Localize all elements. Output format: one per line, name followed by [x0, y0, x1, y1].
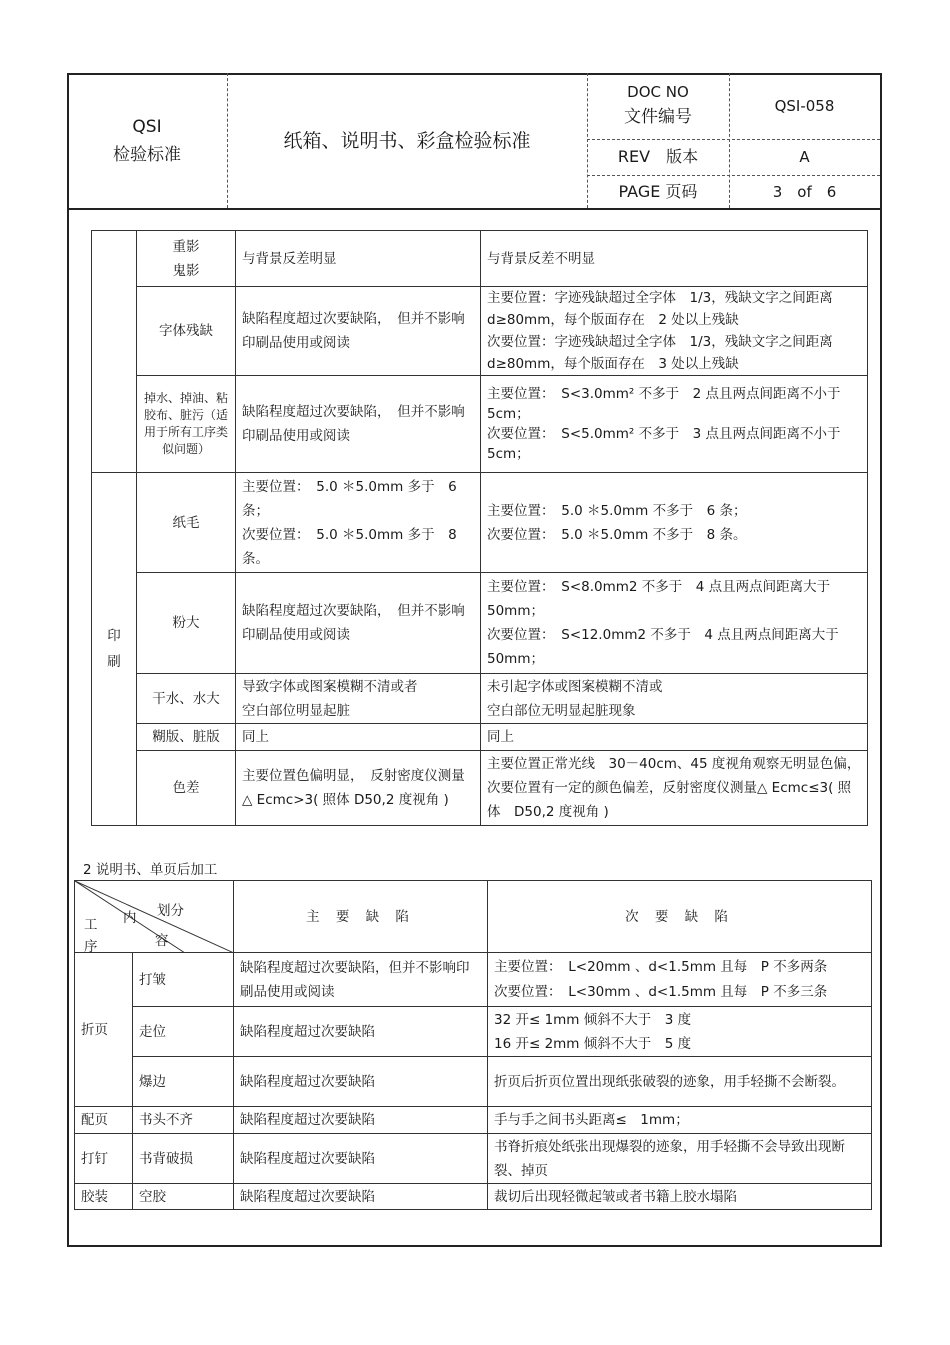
header-org-code: QSI	[132, 116, 162, 137]
table-row	[92, 674, 868, 724]
minor-defect-cell: 折页后折页位置出现纸张破裂的迹象，用手轻撕不会断裂。	[488, 1057, 872, 1107]
page-label: PAGE 页码	[618, 181, 698, 201]
group-cell-blank	[92, 231, 137, 473]
table-row	[92, 287, 868, 376]
docno-label-cell	[587, 73, 729, 139]
item-cell: 粉大	[137, 573, 236, 674]
rev-label-cell	[587, 139, 729, 175]
minor-defect-cell: 同上	[481, 724, 868, 751]
table-header-row	[75, 881, 872, 953]
table-row	[92, 724, 868, 751]
diag-label-rong: 容	[155, 933, 169, 949]
minor-defect-cell: 主要位置： S<3.0mm² 不多于 2 点且两点间距离不小于 5cm； 次要位置： S<5.0mm² 不多于 3 点且两点间距离不小于 5cm；	[481, 376, 868, 473]
item-cell: 走位	[133, 1007, 234, 1057]
diag-label-huafen: 划分	[157, 903, 184, 919]
header-org-label: 检验标准	[113, 144, 181, 165]
table-row	[75, 1057, 872, 1107]
header-title-cell	[227, 73, 587, 208]
header-org	[67, 73, 227, 208]
major-defect-cell: 缺陷程度超过次要缺陷	[234, 1134, 488, 1184]
minor-defect-cell: 主要位置： S<8.0mm2 不多于 4 点且两点间距离大于 50mm； 次要位置： S<12.0mm2 不多于 4 点且两点间距离大于 50mm；	[481, 573, 868, 674]
major-defect-cell: 导致字体或图案模糊不清或者 空白部位明显起脏	[236, 674, 481, 724]
major-defect-cell: 缺陷程度超过次要缺陷	[234, 1007, 488, 1057]
item-cell: 掉水、掉油、粘胶布、脏污（适用于所有工序类似问题）	[137, 376, 236, 473]
table-row	[92, 473, 868, 573]
document-header	[67, 73, 882, 210]
printing-defect-table	[91, 230, 868, 826]
table-row	[92, 573, 868, 674]
table-row	[92, 231, 868, 287]
process-cell: 折页	[75, 953, 133, 1107]
column-header-minor: 次 要 缺 陷	[488, 881, 872, 953]
diagonal-header-cell	[75, 881, 234, 953]
process-cell: 配页	[75, 1107, 133, 1134]
major-defect-cell: 缺陷程度超过次要缺陷， 但并不影响印刷品使用或阅读	[236, 573, 481, 674]
table-row	[75, 1107, 872, 1134]
minor-defect-cell: 32 开≤ 1mm 倾斜不大于 3 度 16 开≤ 2mm 倾斜不大于 5 度	[488, 1007, 872, 1057]
item-cell: 空胶	[133, 1184, 234, 1210]
major-defect-cell: 缺陷程度超过次要缺陷， 但并不影响印刷品使用或阅读	[236, 287, 481, 376]
minor-defect-cell: 主要位置：字迹残缺超过全字体 1/3，残缺文字之间距离 d≥80mm，每个版面存在 2 处以上残缺 次要位置：字迹残缺超过全字体 1/3，残缺文字之间距离 d≥80mm，每个版面存在 3 处以上残缺	[481, 287, 868, 376]
process-cell: 打钉	[75, 1134, 133, 1184]
minor-defect-cell: 裁切后出现轻微起皱或者书籍上胶水塌陷	[488, 1184, 872, 1210]
table-row	[75, 1134, 872, 1184]
page-label-cell	[587, 175, 729, 208]
page-title: 纸箱、说明书、彩盒检验标准	[283, 129, 531, 152]
major-defect-cell: 同上	[236, 724, 481, 751]
table-row	[75, 1007, 872, 1057]
item-cell: 字体残缺	[137, 287, 236, 376]
column-header-major: 主 要 缺 陷	[234, 881, 488, 953]
item-cell: 书背破损	[133, 1134, 234, 1184]
table-row	[92, 376, 868, 473]
minor-defect-cell: 书脊折痕处纸张出现爆裂的迹象，用手轻撕不会导致出现断裂、掉页	[488, 1134, 872, 1184]
table-row	[75, 953, 872, 1007]
item-cell: 干水、水大	[137, 674, 236, 724]
major-defect-cell: 缺陷程度超过次要缺陷， 但并不影响印刷品使用或阅读	[236, 376, 481, 473]
item-cell: 重影 鬼影	[137, 231, 236, 287]
process-cell: 胶装	[75, 1184, 133, 1210]
post-processing-table	[74, 880, 872, 1210]
major-defect-cell: 缺陷程度超过次要缺陷	[234, 1107, 488, 1134]
page-value-cell	[729, 175, 880, 208]
major-defect-cell: 主要位置色偏明显， 反射密度仪测量△ Ecmc>3( 照体 D50,2 度视角 )	[236, 751, 481, 826]
major-defect-cell: 与背景反差明显	[236, 231, 481, 287]
minor-defect-cell: 未引起字体或图案模糊不清或 空白部位无明显起脏现象	[481, 674, 868, 724]
diag-label-xu: 序	[84, 939, 98, 955]
rev-value: A	[799, 148, 810, 166]
diag-label-nei: 内	[123, 910, 137, 926]
section-2-title: 2 说明书、单页后加工	[83, 862, 218, 878]
minor-defect-cell: 手与手之间书头距离≤ 1mm；	[488, 1107, 872, 1134]
item-cell: 糊版、脏版	[137, 724, 236, 751]
diag-label-gong: 工	[84, 917, 98, 933]
minor-defect-cell: 主要位置： 5.0 ＊5.0mm 不多于 6 条； 次要位置： 5.0 ＊5.0mm 不多于 8 条。	[481, 473, 868, 573]
item-cell: 书头不齐	[133, 1107, 234, 1134]
item-cell: 色差	[137, 751, 236, 826]
table-row	[75, 1184, 872, 1210]
item-cell: 纸毛	[137, 473, 236, 573]
table-row	[92, 751, 868, 826]
group-label-printing: 印 刷	[92, 473, 137, 826]
minor-defect-cell: 主要位置正常光线 30－40cm、45 度视角观察无明显色偏，次要位置有一定的颜色偏差，反射密度仪测量△ Ecmc≤3( 照体 D50,2 度视角 )	[481, 751, 868, 826]
docno-value-cell	[729, 73, 880, 139]
rev-value-cell	[729, 139, 880, 175]
major-defect-cell: 缺陷程度超过次要缺陷，但并不影响印刷品使用或阅读	[234, 953, 488, 1007]
docno-label-en: DOC NO	[627, 83, 689, 101]
docno-value: QSI-058	[774, 97, 835, 115]
major-defect-cell: 缺陷程度超过次要缺陷	[234, 1184, 488, 1210]
major-defect-cell: 缺陷程度超过次要缺陷	[234, 1057, 488, 1107]
item-cell: 爆边	[133, 1057, 234, 1107]
docno-label-cn: 文件编号	[624, 107, 692, 127]
rev-label: REV 版本	[617, 147, 699, 166]
minor-defect-cell: 与背景反差不明显	[481, 231, 868, 287]
minor-defect-cell: 主要位置： L<20mm 、d<1.5mm 且每 P 不多两条 次要位置： L<30mm 、d<1.5mm 且每 P 不多三条	[488, 953, 872, 1007]
item-cell: 打皱	[133, 953, 234, 1007]
major-defect-cell: 主要位置： 5.0 ＊5.0mm 多于 6 条； 次要位置： 5.0 ＊5.0mm 多于 8 条。	[236, 473, 481, 573]
page-value: 3 of 6	[772, 183, 837, 201]
